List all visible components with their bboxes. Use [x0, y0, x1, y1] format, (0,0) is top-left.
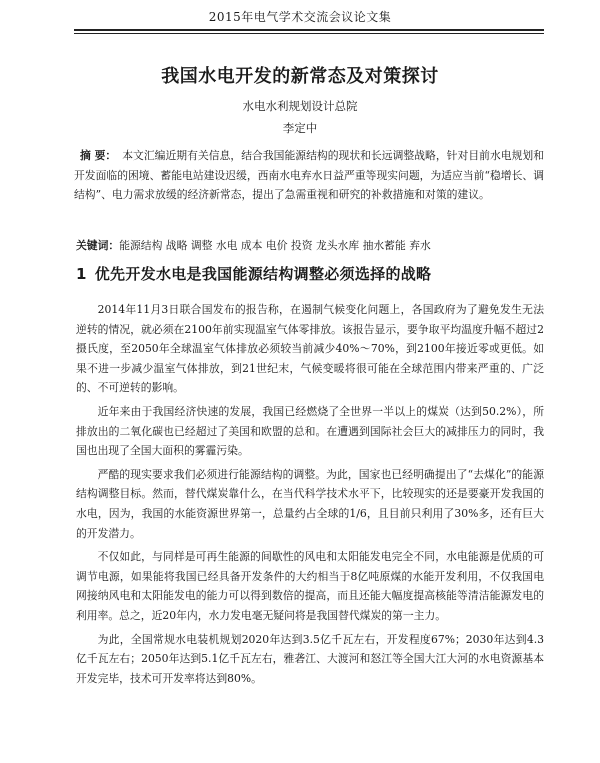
- body-paragraph-4: 不仅如此，与同样是可再生能源的间歇性的风电和太阳能发电完全不同，水电能源是优质的可调节电源，如果能将我国已经具备开发条件的大约相当于8亿吨原煤的水能开发利用，不仅我国电网接纳风电和太阳能发电的能力可以得到数倍的提高，而且还能大幅度提高核能等清洁能源发电的利用率。总之，近20年内，水力发电毫无疑问将是我国替代煤炭的第一主力。: [76, 550, 544, 622]
- keywords: [76, 238, 546, 254]
- author-name: 李定中: [282, 121, 318, 135]
- abstract: [74, 146, 544, 205]
- abstract-label: 摘 要：: [80, 149, 117, 162]
- keywords-label: 关键词：: [76, 239, 120, 252]
- keywords-text: 能源结构 战略 调整 水电 成本 电价 投资 龙头水库 抽水蓄能 弃水: [119, 239, 431, 252]
- paper-title: 我国水电开发的新常态及对策探讨: [161, 66, 439, 87]
- section-title: 优先开发水电是我国能源结构调整必须选择的战略: [94, 265, 432, 283]
- body-paragraph-2: 近年来由于我国经济快速的发展，我国已经燃烧了全世界一半以上的煤炭（达到50.2%），所排放出的二氧化碳也已经超过了美国和欧盟的总和。在遭遇到国际社会巨大的减排压力的同时，我国也出现了全国大面积的雾霾污染。: [76, 404, 544, 458]
- body-text: [76, 300, 544, 692]
- author-affiliation: 水电水利规划设计总院: [242, 99, 358, 113]
- body-paragraph-5: 为此，全国常规水电装机规划2020年达到3.5亿千瓦左右，开发程度67%；2030年达到4.3亿千瓦左右；2050年达到5.1亿千瓦左右，雅砻江、大渡河和怒江等全国大江大河的水电资源基本开发完毕，技术可开发率将达到80%。: [76, 632, 544, 685]
- body-paragraph-3: 严酷的现实要求我们必须进行能源结构的调整。为此，国家也已经明确提出了“去煤化”的能源结构调整目标。然而，替代煤炭靠什么，在当代科学技术水平下，比较现实的还是要豪开发我国的水电，因为，我国的水能资源世界第一，总量约占全球的1/6，且目前只利用了30%多，还有巨大的开发潜力。: [76, 467, 544, 540]
- running-header: 2015年电气学术交流会议论文集: [208, 10, 392, 24]
- abstract-text: 本文汇编近期有关信息，结合我国能源结构的现状和长远调整战略，针对目前水电规划和开发面临的困境、蓄能电站建设迟缓，西南水电弃水日益严重等现实问题，为适应当前“稳增长、调结构”、电力需求放缓的经济新常态，提出了急需重视和研究的补救措施和对策的建议。: [74, 149, 545, 201]
- section-heading: [76, 263, 546, 284]
- header-rule: [74, 29, 544, 34]
- body-paragraph-1: 2014年11月3日联合国发布的报告称，在遏制气候变化问题上，各国政府为了避免发生无法逆转的情况，就必须在2100年前实现温室气体零排放。该报告显示，要争取平均温度升幅不超过2摄氏度，至2050年全球温室气体排放必须较当前减少40%～70%，到2100年接近零或更低。如果不进一步减少温室气体排放，到21世纪末，气候变暖将很可能在全球范围内带来严重的、广泛的、不可逆转的影响。: [76, 303, 544, 395]
- section-number: 1: [76, 265, 87, 283]
